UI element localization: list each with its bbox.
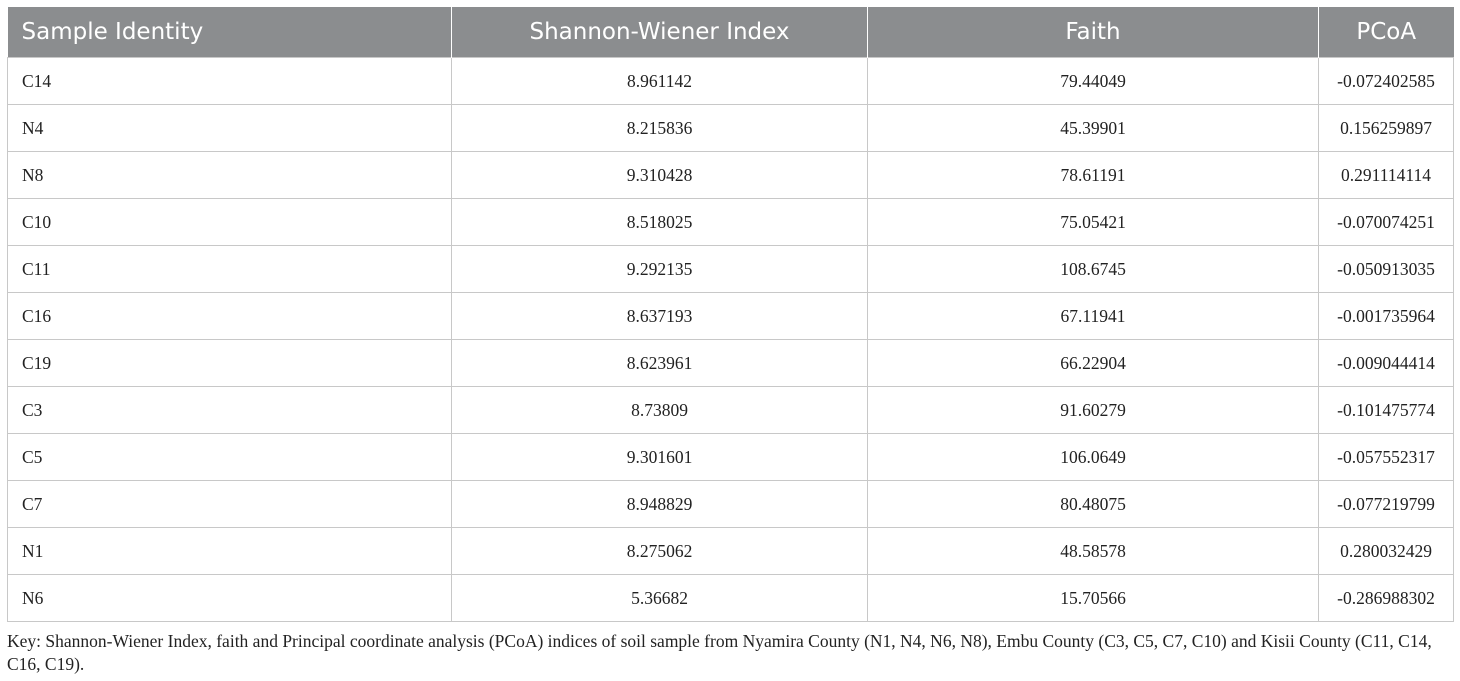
cell-shannon-wiener: 8.518025 [452, 199, 868, 246]
cell-shannon-wiener: 8.215836 [452, 105, 868, 152]
cell-faith: 45.39901 [868, 105, 1319, 152]
cell-faith: 79.44049 [868, 58, 1319, 105]
cell-shannon-wiener: 8.623961 [452, 340, 868, 387]
cell-sample-identity: C14 [8, 58, 452, 105]
cell-sample-identity: C10 [8, 199, 452, 246]
cell-pcoa: -0.009044414 [1319, 340, 1454, 387]
cell-faith: 106.0649 [868, 434, 1319, 481]
cell-faith: 66.22904 [868, 340, 1319, 387]
cell-shannon-wiener: 8.73809 [452, 387, 868, 434]
cell-sample-identity: N8 [8, 152, 452, 199]
cell-sample-identity: C19 [8, 340, 452, 387]
cell-pcoa: 0.291114114 [1319, 152, 1454, 199]
cell-pcoa: -0.057552317 [1319, 434, 1454, 481]
cell-shannon-wiener: 8.961142 [452, 58, 868, 105]
cell-faith: 75.05421 [868, 199, 1319, 246]
diversity-table-container [7, 7, 1453, 622]
table-row [8, 434, 1454, 481]
header-sample-identity: Sample Identity [8, 7, 452, 58]
table-body [8, 58, 1454, 622]
cell-shannon-wiener: 8.275062 [452, 528, 868, 575]
cell-faith: 48.58578 [868, 528, 1319, 575]
cell-shannon-wiener: 9.310428 [452, 152, 868, 199]
table-row [8, 199, 1454, 246]
cell-pcoa: -0.050913035 [1319, 246, 1454, 293]
diversity-table [7, 7, 1454, 622]
table-row [8, 58, 1454, 105]
cell-pcoa: -0.070074251 [1319, 199, 1454, 246]
cell-faith: 15.70566 [868, 575, 1319, 622]
cell-faith: 91.60279 [868, 387, 1319, 434]
cell-shannon-wiener: 8.637193 [452, 293, 868, 340]
table-row [8, 105, 1454, 152]
cell-shannon-wiener: 8.948829 [452, 481, 868, 528]
cell-sample-identity: C3 [8, 387, 452, 434]
header-shannon-wiener-index: Shannon-Wiener Index [452, 7, 868, 58]
cell-faith: 78.61191 [868, 152, 1319, 199]
header-faith: Faith [868, 7, 1319, 58]
cell-sample-identity: N1 [8, 528, 452, 575]
table-key-caption: Key: Shannon-Wiener Index, faith and Principal coordinate analysis (PCoA) indices of soil sample from Nyamira County (N1, N4, N6, N8), Embu County (C3, C5, C7, C10) and Kisii County (C11, C14, C16, C19). [7, 631, 1432, 674]
table-row [8, 528, 1454, 575]
cell-sample-identity: N4 [8, 105, 452, 152]
table-row [8, 152, 1454, 199]
cell-pcoa: 0.280032429 [1319, 528, 1454, 575]
table-row [8, 387, 1454, 434]
cell-shannon-wiener: 5.36682 [452, 575, 868, 622]
table-row [8, 246, 1454, 293]
cell-pcoa: -0.101475774 [1319, 387, 1454, 434]
cell-faith: 80.48075 [868, 481, 1319, 528]
table-header [8, 7, 1454, 58]
cell-pcoa: -0.001735964 [1319, 293, 1454, 340]
cell-pcoa: -0.286988302 [1319, 575, 1454, 622]
header-pcoa: PCoA [1319, 7, 1454, 58]
cell-pcoa: 0.156259897 [1319, 105, 1454, 152]
cell-shannon-wiener: 9.292135 [452, 246, 868, 293]
cell-pcoa: -0.077219799 [1319, 481, 1454, 528]
cell-pcoa: -0.072402585 [1319, 58, 1454, 105]
table-row [8, 481, 1454, 528]
cell-sample-identity: C7 [8, 481, 452, 528]
cell-faith: 108.6745 [868, 246, 1319, 293]
cell-shannon-wiener: 9.301601 [452, 434, 868, 481]
header-row [8, 7, 1454, 58]
cell-sample-identity: C5 [8, 434, 452, 481]
cell-sample-identity: C11 [8, 246, 452, 293]
cell-faith: 67.11941 [868, 293, 1319, 340]
cell-sample-identity: C16 [8, 293, 452, 340]
table-row [8, 293, 1454, 340]
cell-sample-identity: N6 [8, 575, 452, 622]
table-row [8, 575, 1454, 622]
table-row [8, 340, 1454, 387]
